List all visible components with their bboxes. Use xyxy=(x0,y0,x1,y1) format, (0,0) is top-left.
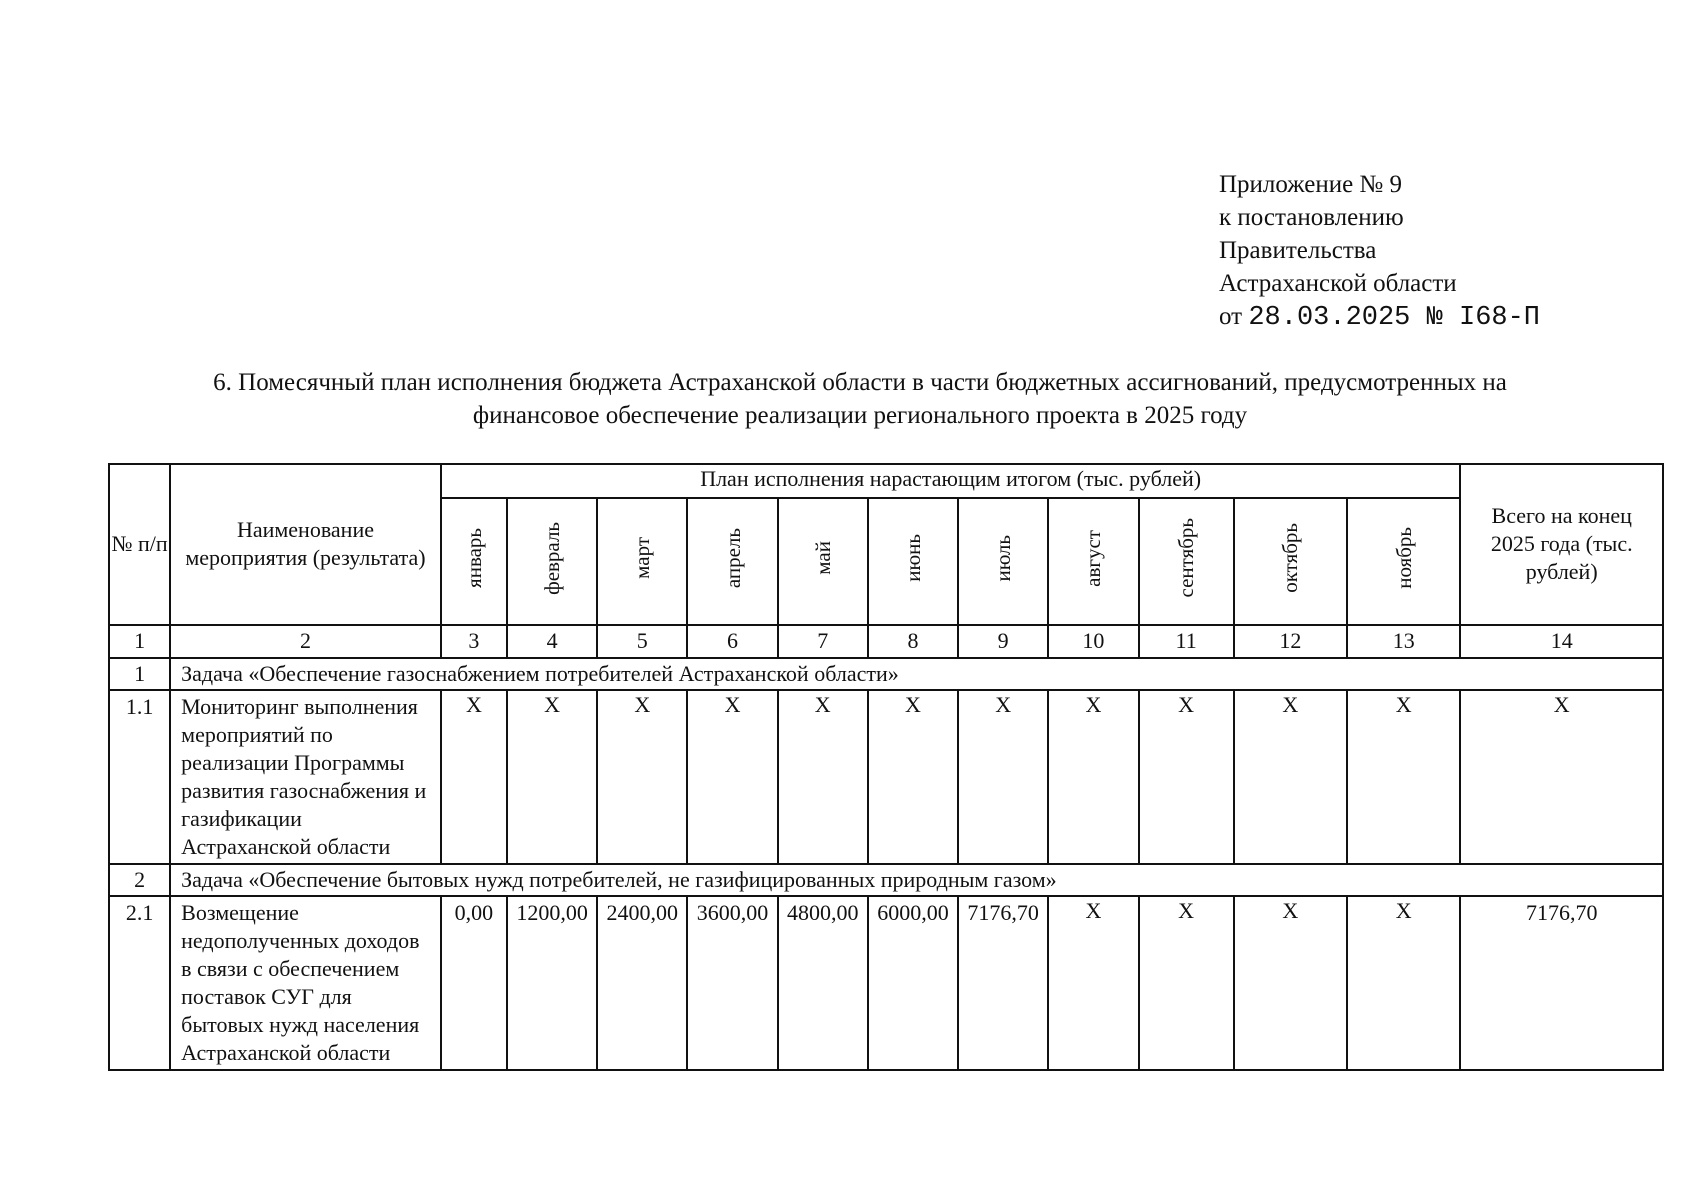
header-month-january xyxy=(441,498,507,624)
appendix-date xyxy=(1219,300,1540,335)
row-value: 1200,00 xyxy=(507,896,597,1070)
row-total: 7176,70 xyxy=(1460,896,1663,1070)
appendix-date-prefix: от xyxy=(1219,303,1243,330)
title-line-2: финансовое обеспечение реализации регионального проекта в 2025 году xyxy=(472,402,1248,429)
row-value: Х xyxy=(958,690,1048,864)
column-number: 7 xyxy=(778,625,868,658)
month-label: январь xyxy=(461,527,486,588)
row-value: Х xyxy=(1139,896,1234,1070)
table-row xyxy=(109,690,1663,864)
column-number: 9 xyxy=(958,625,1048,658)
row-num: 2.1 xyxy=(109,896,170,1070)
row-value: Х xyxy=(1234,896,1347,1070)
header-plan: План исполнения нарастающим итогом (тыс. рублей) xyxy=(441,464,1461,498)
row-total: Х xyxy=(1460,690,1663,864)
row-name: Мониторинг выполнения мероприятий по реализации Программы развития газоснабжения и газификации Астраханской области xyxy=(170,690,441,864)
month-label: август xyxy=(1081,529,1106,587)
column-number: 14 xyxy=(1460,625,1663,658)
row-value: 6000,00 xyxy=(868,896,958,1070)
column-number: 6 xyxy=(687,625,777,658)
row-value: Х xyxy=(1234,690,1347,864)
header-month-march xyxy=(597,498,687,624)
row-value: Х xyxy=(1347,690,1460,864)
budget-plan-table xyxy=(108,463,1664,1071)
table-row xyxy=(109,896,1663,1070)
column-number: 4 xyxy=(507,625,597,658)
month-label: март xyxy=(630,537,655,579)
row-value: Х xyxy=(441,690,507,864)
row-value: Х xyxy=(507,690,597,864)
row-value: Х xyxy=(1347,896,1460,1070)
appendix-line-3: Правительства xyxy=(1219,237,1377,264)
column-number: 13 xyxy=(1347,625,1460,658)
month-label: сентябрь xyxy=(1174,518,1199,598)
title-line-1: 6. Помесячный план исполнения бюджета Астраханской области в части бюджетных ассигнований, предусмотренных на xyxy=(213,369,1507,396)
row-value: Х xyxy=(597,690,687,864)
column-number: 5 xyxy=(597,625,687,658)
header-total: Всего на конец 2025 года (тыс. рублей) xyxy=(1460,464,1663,625)
appendix-line-1: Приложение № 9 xyxy=(1219,171,1403,198)
header-num: № п/п xyxy=(109,464,170,625)
header-name: Наименование мероприятия (результата) xyxy=(170,464,441,625)
month-label: ноябрь xyxy=(1391,527,1416,589)
month-label: июль xyxy=(991,534,1016,582)
column-number: 12 xyxy=(1234,625,1347,658)
task-num: 1 xyxy=(109,658,170,690)
row-num: 1.1 xyxy=(109,690,170,864)
column-number: 3 xyxy=(441,625,507,658)
header-month-february xyxy=(507,498,597,624)
row-value: Х xyxy=(687,690,777,864)
task-row-2 xyxy=(109,864,1663,896)
appendix-date-value: 28.03.2025 № I68-П xyxy=(1248,303,1541,333)
column-number: 8 xyxy=(868,625,958,658)
month-label: октябрь xyxy=(1278,523,1303,593)
month-label: июнь xyxy=(900,534,925,582)
row-value: 2400,00 xyxy=(597,896,687,1070)
task-num: 2 xyxy=(109,864,170,896)
row-value: Х xyxy=(868,690,958,864)
column-numbers-row xyxy=(109,625,1663,658)
header-month-september xyxy=(1139,498,1234,624)
task-text: Задача «Обеспечение газоснабжением потребителей Астраханской области» xyxy=(170,658,1663,690)
header-month-april xyxy=(687,498,777,624)
column-number: 10 xyxy=(1048,625,1138,658)
appendix-block xyxy=(1219,168,1540,335)
column-number: 1 xyxy=(109,625,170,658)
row-value: Х xyxy=(1048,690,1138,864)
header-month-november xyxy=(1347,498,1460,624)
appendix-line-2: к постановлению xyxy=(1219,204,1404,231)
header-month-august xyxy=(1048,498,1138,624)
task-row-1 xyxy=(109,658,1663,690)
header-month-may xyxy=(778,498,868,624)
row-value: 0,00 xyxy=(441,896,507,1070)
row-value: Х xyxy=(1048,896,1138,1070)
header-month-october xyxy=(1234,498,1347,624)
month-label: апрель xyxy=(720,527,745,589)
header-month-july xyxy=(958,498,1048,624)
appendix-line-4: Астраханской области xyxy=(1219,270,1457,297)
month-label: май xyxy=(810,541,835,575)
row-value: Х xyxy=(778,690,868,864)
task-text: Задача «Обеспечение бытовых нужд потребителей, не газифицированных природным газом» xyxy=(170,864,1663,896)
header-month-june xyxy=(868,498,958,624)
row-value: Х xyxy=(1139,690,1234,864)
row-name: Возмещение недополученных доходов в связи с обеспечением поставок СУГ для бытовых нужд населения Астраханской области xyxy=(170,896,441,1070)
row-value: 7176,70 xyxy=(958,896,1048,1070)
row-value: 3600,00 xyxy=(687,896,777,1070)
row-value: 4800,00 xyxy=(778,896,868,1070)
document-title xyxy=(100,366,1620,432)
column-number: 11 xyxy=(1139,625,1234,658)
month-label: февраль xyxy=(540,521,565,595)
column-number: 2 xyxy=(170,625,441,658)
